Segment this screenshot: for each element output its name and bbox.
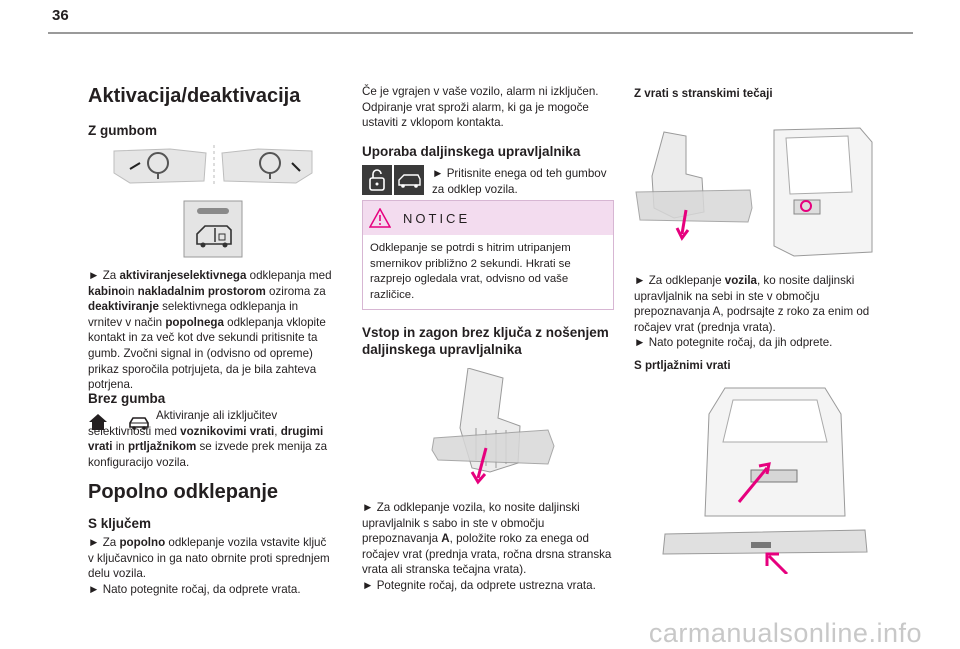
text-run: odklepanje vozila vstavite ključ v ključavnico in ga nato obrnite proti sprednjem delu vozila. (88, 536, 330, 581)
remote-text: ► Pritisnite enega od teh gumbov za odklep vozila. (432, 167, 607, 196)
text-run: odklepanja med (246, 269, 332, 282)
tailgate-heading: S prtljažnimi vrati (634, 359, 731, 372)
text-run: popolnega (165, 315, 224, 329)
text-run: vozila (724, 274, 757, 287)
padlock-open-icon (362, 165, 392, 195)
text-run: aktiviranjeselektivnega (119, 269, 247, 282)
with-button-heading: Z gumbom (88, 123, 157, 138)
text-run: , ko nosite daljinski upravljalnik na sebi in ste v območju prepoznavanja A, podrsajte z roko za enim od ročajev vrat (prednja vrata). (634, 274, 870, 334)
text-run: popolno (119, 536, 166, 549)
text-run: ► Za odklepanje (634, 274, 725, 287)
section-title: Aktivacija/deaktivacija (88, 85, 301, 107)
warning-triangle-icon (369, 208, 391, 228)
left-column (88, 84, 328, 108)
keyless-text (362, 500, 616, 594)
side-door-text (634, 273, 879, 351)
text-run: Za (102, 269, 120, 282)
text-run: Za (102, 536, 120, 549)
text-run: se izvede prek menija za konfiguracijo vozila. (88, 440, 328, 469)
full-unlock-title: Popolno odklepanje (88, 481, 279, 503)
without-button-heading: Brez gumba (88, 391, 166, 406)
notice-header (363, 201, 613, 235)
without-button-text (88, 408, 333, 470)
header-rule (48, 32, 913, 34)
text-run: nakladalnim prostorom (137, 284, 266, 298)
mirror-controls-illustration (110, 143, 316, 189)
text-run: odklepanja vklopite kontakt in za več kot dve sekundi pritisnite ta gumb. Zvočni signal in (odvisno od opreme) prikaz sporočila potrjujeta, da je bila zahteva potrjena. (88, 315, 326, 392)
text-run: Aktiviranje ali izključitev selektivnosti med (88, 409, 278, 438)
key-heading: S ključem (88, 516, 152, 531)
notice-box (362, 200, 614, 310)
remote-heading: Uporaba daljinskega upravljalnika (362, 144, 581, 159)
text-run: in (112, 440, 128, 454)
text-run: oziroma za (265, 284, 326, 298)
side-door-illustration (634, 122, 874, 262)
text-run: drugimi vrati (88, 424, 324, 454)
page-number: 36 (52, 7, 69, 24)
hand-on-handle-illustration (428, 368, 558, 488)
van-unlock-icon (394, 165, 424, 195)
text-run: prtljažnikom (127, 440, 197, 454)
full-unlock-text (88, 535, 333, 597)
text-run: ► (88, 536, 103, 549)
selective-unlock-button-icon (183, 200, 243, 258)
text-run: , položite roko za enega od ročajev vrat (prednja vrata, ročna drsna stranska vrata ali stranska tečajna vrata). (362, 532, 612, 577)
text-run: ► (88, 269, 103, 282)
text-run: kabino (88, 284, 126, 298)
text-run: , (274, 424, 281, 438)
with-button-text (88, 268, 333, 393)
notice-body: Odklepanje se potrdi s hitrim utripanjem smernikov približno 2 sekundi. Hkrati se razprejo ogledala vrat, odvisno od vaše različice. (370, 242, 571, 301)
notice-title: NOTICE (403, 210, 471, 226)
watermark: carmanualsonline.info (648, 618, 922, 648)
text-run: in (125, 284, 138, 298)
full-unlock-step2: ► Nato potegnite ročaj, da odprete vrata. (88, 582, 301, 596)
text-run: deaktiviranje (88, 300, 159, 314)
text-run: voznikovimi vrati (180, 424, 275, 438)
text-run: selektivnega odklepanja in vrnitev v način (88, 300, 299, 329)
keyless-heading: Vstop in zagon brez ključa z nošenjem daljinskega upravljalnika (362, 325, 609, 357)
text-run: ► Za odklepanje vozila, ko nosite daljinski upravljalnik s sabo in ste v območju prepoznavanja (362, 501, 580, 546)
side-door-step2: ► Nato potegnite ročaj, da jih odprete. (634, 336, 833, 350)
alarm-intro: Če je vgrajen v vaše vozilo, alarm ni izključen. Odpiranje vrat sproži alarm, ki ga je mogoče ustaviti z vklopom kontakta. (362, 85, 599, 130)
text-run: A (441, 532, 450, 546)
mirror-left-icon (110, 143, 316, 189)
tailgate-illustration (655, 384, 875, 574)
keyless-step2: ► Potegnite ročaj, da odprete ustrezna vrata. (362, 578, 596, 592)
side-door-heading: Z vrati s stranskimi tečaji (634, 87, 773, 100)
